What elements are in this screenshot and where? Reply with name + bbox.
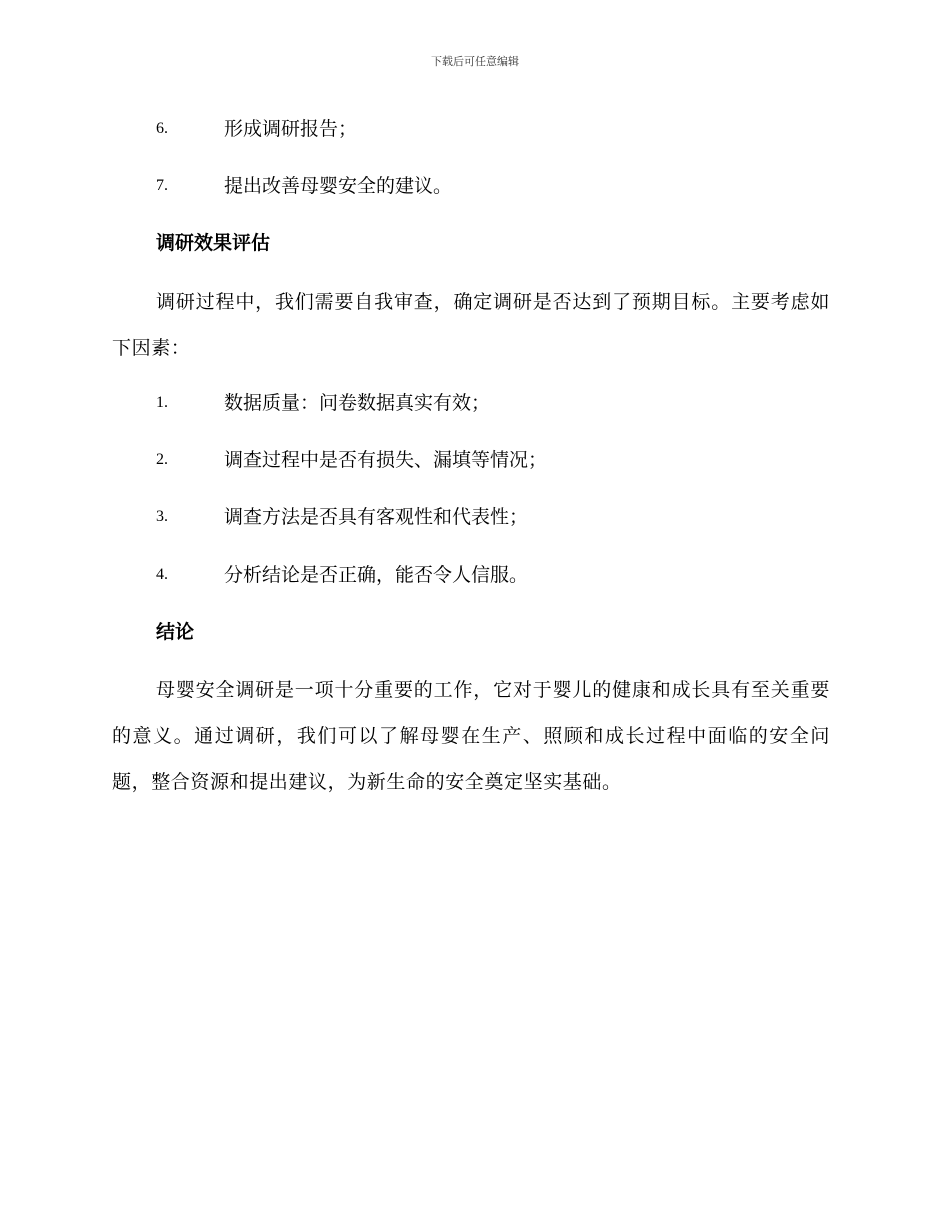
section-heading-conclusion: 结论: [156, 621, 195, 643]
list-number: 2.: [156, 451, 168, 468]
list-text: 调查过程中是否有损失、漏填等情况；: [224, 449, 548, 471]
list-number: 1.: [156, 394, 168, 411]
section-heading-evaluation: 调研效果评估: [156, 232, 271, 254]
list-number: 6.: [156, 120, 168, 137]
list-number: 3.: [156, 508, 168, 525]
paragraph-evaluation: 调研过程中，我们需要自我审查，确定调研是否达到了预期目标。主要考虑如下因素：: [112, 291, 830, 359]
list-text: 调查方法是否具有客观性和代表性；: [224, 506, 529, 528]
list-text: 形成调研报告；: [224, 118, 358, 140]
list-number: 7.: [156, 177, 168, 194]
page-header: 下载后可任意编辑: [431, 55, 519, 68]
list-number: 4.: [156, 566, 168, 583]
paragraph-conclusion: 母婴安全调研是一项十分重要的工作，它对于婴儿的健康和成长具有至关重要的意义。通过调研，我们可以了解母婴在生产、照顾和成长过程中面临的安全问题，整合资源和提出建议，为新生命的安全奠定坚实基础。: [112, 679, 830, 793]
list-text: 提出改善母婴安全的建议。: [224, 175, 453, 197]
list-text: 分析结论是否正确，能否令人信服。: [224, 564, 529, 586]
list-text: 数据质量：问卷数据真实有效；: [224, 392, 491, 414]
